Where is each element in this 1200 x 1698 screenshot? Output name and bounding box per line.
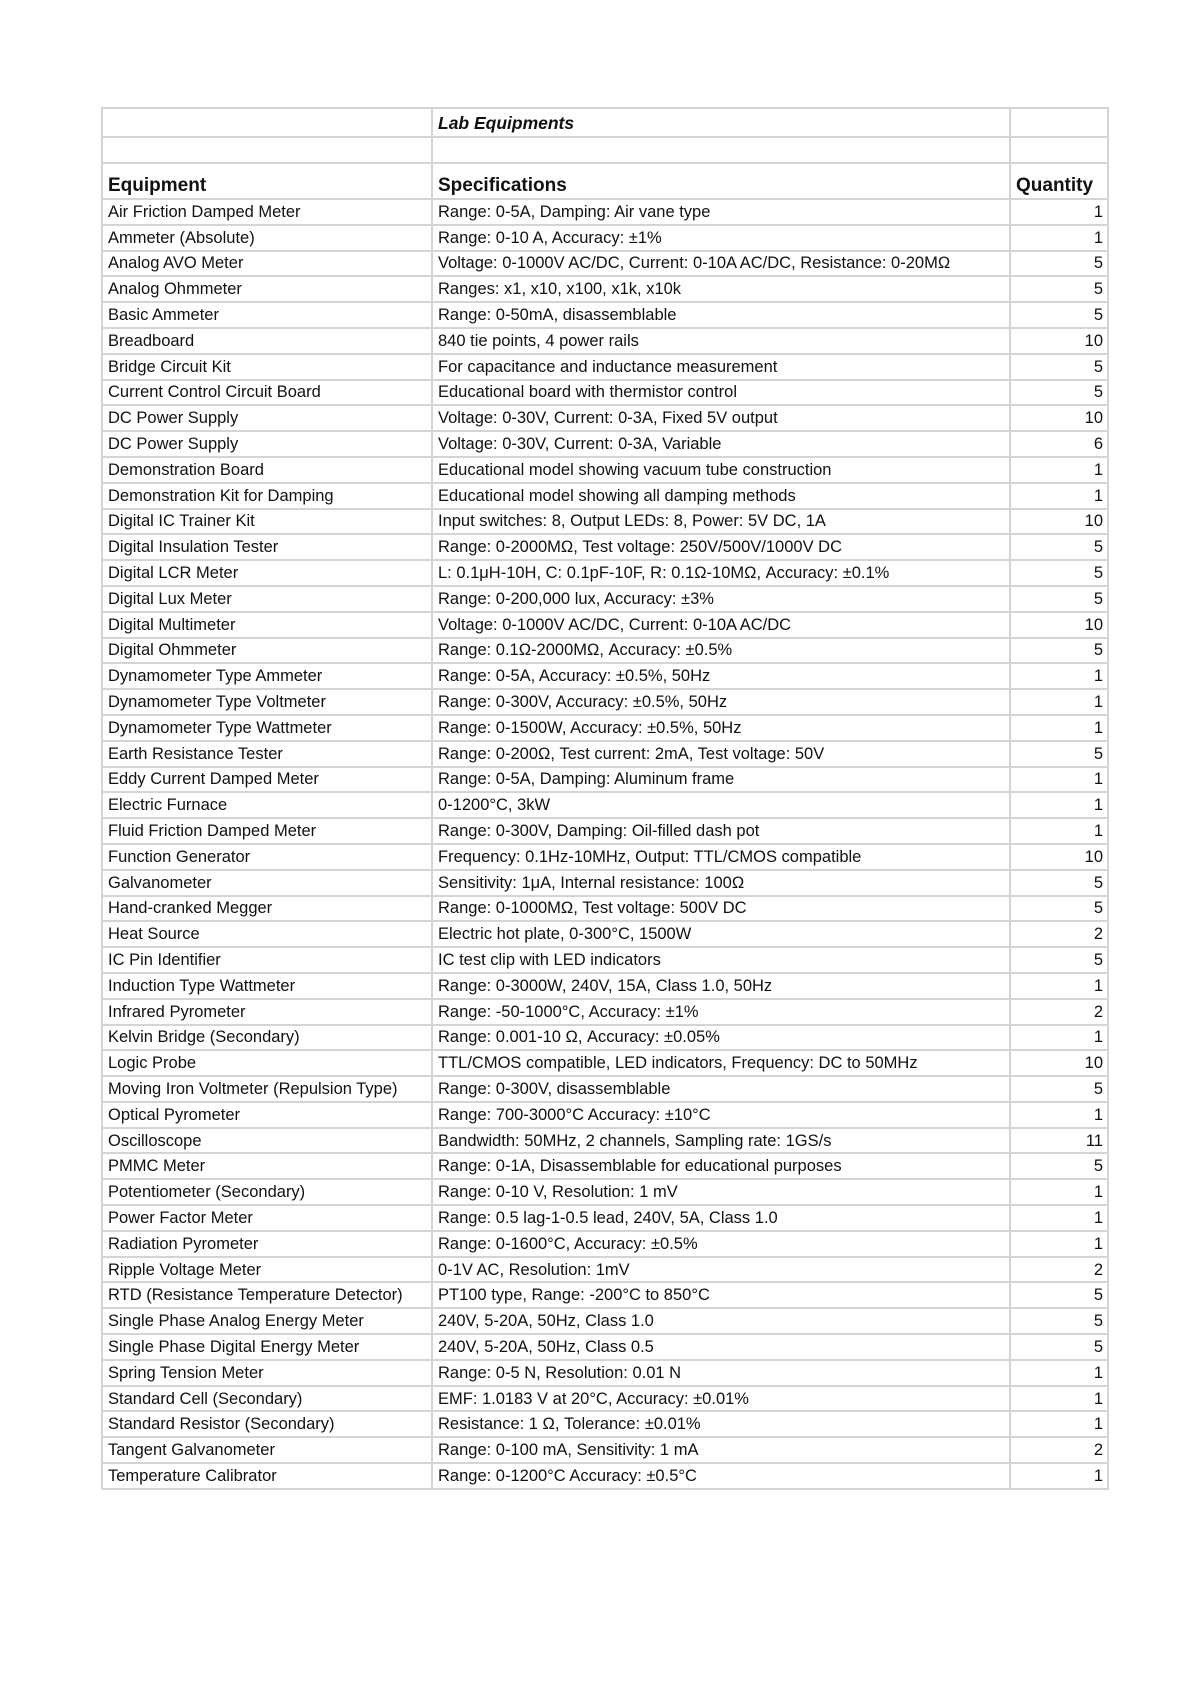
specifications-cell: Range: 0-300V, Damping: Oil-filled dash pot: [432, 818, 1010, 844]
quantity-cell: 11: [1010, 1128, 1108, 1154]
specifications-cell: For capacitance and inductance measurement: [432, 354, 1010, 380]
equipment-cell: Moving Iron Voltmeter (Repulsion Type): [102, 1076, 432, 1102]
equipment-cell: Power Factor Meter: [102, 1205, 432, 1231]
equipment-cell: Kelvin Bridge (Secondary): [102, 1025, 432, 1051]
specifications-cell: PT100 type, Range: -200°C to 850°C: [432, 1282, 1010, 1308]
equipment-cell: Infrared Pyrometer: [102, 999, 432, 1025]
quantity-cell: 1: [1010, 663, 1108, 689]
specifications-cell: Voltage: 0-30V, Current: 0-3A, Variable: [432, 431, 1010, 457]
equipment-cell: Hand-cranked Megger: [102, 896, 432, 922]
specifications-cell: Range: 0-1000MΩ, Test voltage: 500V DC: [432, 896, 1010, 922]
quantity-cell: 5: [1010, 1076, 1108, 1102]
quantity-cell: 5: [1010, 251, 1108, 277]
quantity-cell: 1: [1010, 483, 1108, 509]
quantity-cell: 5: [1010, 870, 1108, 896]
table-row: [102, 380, 1108, 406]
specifications-cell: Range: 0-1600°C, Accuracy: ±0.5%: [432, 1231, 1010, 1257]
specifications-cell: 0-1V AC, Resolution: 1mV: [432, 1257, 1010, 1283]
quantity-cell: 2: [1010, 999, 1108, 1025]
blank-cell: [102, 137, 432, 163]
quantity-cell: 5: [1010, 560, 1108, 586]
table-row: [102, 767, 1108, 793]
equipment-cell: Optical Pyrometer: [102, 1102, 432, 1128]
equipment-cell: DC Power Supply: [102, 405, 432, 431]
specifications-cell: Range: -50-1000°C, Accuracy: ±1%: [432, 999, 1010, 1025]
equipment-cell: Digital IC Trainer Kit: [102, 509, 432, 535]
table-row: [102, 457, 1108, 483]
quantity-cell: 10: [1010, 844, 1108, 870]
specifications-cell: Range: 0-300V, disassemblable: [432, 1076, 1010, 1102]
specifications-cell: Range: 0-1200°C Accuracy: ±0.5°C: [432, 1463, 1010, 1489]
table-row: [102, 1153, 1108, 1179]
title-row: [102, 108, 1108, 137]
equipment-cell: Dynamometer Type Wattmeter: [102, 715, 432, 741]
quantity-cell: 5: [1010, 276, 1108, 302]
equipment-cell: Analog AVO Meter: [102, 251, 432, 277]
table-row: [102, 1128, 1108, 1154]
table-row: [102, 947, 1108, 973]
specifications-cell: Range: 0-10 V, Resolution: 1 mV: [432, 1179, 1010, 1205]
table-row: [102, 689, 1108, 715]
specifications-cell: Range: 0-10 A, Accuracy: ±1%: [432, 225, 1010, 251]
quantity-cell: 1: [1010, 225, 1108, 251]
table-title: Lab Equipments: [432, 108, 1010, 137]
table-row: [102, 354, 1108, 380]
specifications-cell: 240V, 5-20A, 50Hz, Class 1.0: [432, 1308, 1010, 1334]
quantity-cell: 1: [1010, 1205, 1108, 1231]
table-row: [102, 1231, 1108, 1257]
equipment-cell: Galvanometer: [102, 870, 432, 896]
quantity-cell: 1: [1010, 973, 1108, 999]
table-row: [102, 638, 1108, 664]
table-row: [102, 999, 1108, 1025]
table-row: [102, 509, 1108, 535]
specifications-cell: Range: 0-5A, Accuracy: ±0.5%, 50Hz: [432, 663, 1010, 689]
quantity-cell: 10: [1010, 405, 1108, 431]
specifications-cell: Voltage: 0-1000V AC/DC, Current: 0-10A AC/DC: [432, 612, 1010, 638]
table-row: [102, 921, 1108, 947]
header-row: [102, 163, 1108, 199]
table-row: [102, 663, 1108, 689]
equipment-cell: Demonstration Board: [102, 457, 432, 483]
equipment-cell: Tangent Galvanometer: [102, 1437, 432, 1463]
specifications-cell: Range: 0-2000MΩ, Test voltage: 250V/500V/1000V DC: [432, 534, 1010, 560]
equipment-cell: PMMC Meter: [102, 1153, 432, 1179]
blank-cell: [432, 137, 1010, 163]
quantity-cell: 1: [1010, 715, 1108, 741]
specifications-cell: Range: 0-1A, Disassemblable for educational purposes: [432, 1153, 1010, 1179]
equipment-cell: Current Control Circuit Board: [102, 380, 432, 406]
table-row: [102, 1463, 1108, 1489]
specifications-cell: Range: 0-5A, Damping: Aluminum frame: [432, 767, 1010, 793]
table-body: [102, 108, 1108, 1489]
blank-row: [102, 137, 1108, 163]
quantity-cell: 1: [1010, 689, 1108, 715]
equipment-cell: Digital Multimeter: [102, 612, 432, 638]
equipment-cell: Breadboard: [102, 328, 432, 354]
quantity-cell: 10: [1010, 328, 1108, 354]
equipment-cell: Temperature Calibrator: [102, 1463, 432, 1489]
table-row: [102, 1050, 1108, 1076]
specifications-cell: Range: 0.001-10 Ω, Accuracy: ±0.05%: [432, 1025, 1010, 1051]
quantity-cell: 2: [1010, 921, 1108, 947]
table-row: [102, 792, 1108, 818]
table-row: [102, 534, 1108, 560]
quantity-cell: 5: [1010, 1334, 1108, 1360]
quantity-cell: 1: [1010, 1102, 1108, 1128]
quantity-cell: 2: [1010, 1437, 1108, 1463]
quantity-cell: 1: [1010, 1411, 1108, 1437]
specifications-cell: Range: 0-1500W, Accuracy: ±0.5%, 50Hz: [432, 715, 1010, 741]
equipment-cell: Oscilloscope: [102, 1128, 432, 1154]
table-row: [102, 586, 1108, 612]
equipment-cell: IC Pin Identifier: [102, 947, 432, 973]
specifications-cell: Range: 0-100 mA, Sensitivity: 1 mA: [432, 1437, 1010, 1463]
equipment-cell: Digital Lux Meter: [102, 586, 432, 612]
equipment-cell: Ripple Voltage Meter: [102, 1257, 432, 1283]
quantity-cell: 5: [1010, 586, 1108, 612]
equipment-cell: Potentiometer (Secondary): [102, 1179, 432, 1205]
table-row: [102, 328, 1108, 354]
specifications-cell: Range: 700-3000°C Accuracy: ±10°C: [432, 1102, 1010, 1128]
quantity-cell: 1: [1010, 1231, 1108, 1257]
quantity-cell: 5: [1010, 1308, 1108, 1334]
table-row: [102, 1308, 1108, 1334]
specifications-cell: Input switches: 8, Output LEDs: 8, Power: 5V DC, 1A: [432, 509, 1010, 535]
equipment-cell: Air Friction Damped Meter: [102, 199, 432, 225]
table-row: [102, 973, 1108, 999]
table-row: [102, 251, 1108, 277]
specifications-cell: Voltage: 0-30V, Current: 0-3A, Fixed 5V output: [432, 405, 1010, 431]
quantity-cell: 1: [1010, 1025, 1108, 1051]
specifications-cell: 840 tie points, 4 power rails: [432, 328, 1010, 354]
table-row: [102, 741, 1108, 767]
quantity-cell: 5: [1010, 896, 1108, 922]
header-equipment: Equipment: [102, 163, 432, 199]
quantity-cell: 1: [1010, 1360, 1108, 1386]
table-row: [102, 483, 1108, 509]
specifications-cell: Range: 0.5 lag-1-0.5 lead, 240V, 5A, Class 1.0: [432, 1205, 1010, 1231]
quantity-cell: 10: [1010, 509, 1108, 535]
specifications-cell: Educational model showing all damping methods: [432, 483, 1010, 509]
quantity-cell: 1: [1010, 792, 1108, 818]
quantity-cell: 10: [1010, 1050, 1108, 1076]
specifications-cell: TTL/CMOS compatible, LED indicators, Frequency: DC to 50MHz: [432, 1050, 1010, 1076]
specifications-cell: Range: 0-200,000 lux, Accuracy: ±3%: [432, 586, 1010, 612]
table-row: [102, 405, 1108, 431]
quantity-cell: 5: [1010, 380, 1108, 406]
equipment-cell: Logic Probe: [102, 1050, 432, 1076]
specifications-cell: Bandwidth: 50MHz, 2 channels, Sampling rate: 1GS/s: [432, 1128, 1010, 1154]
table-row: [102, 276, 1108, 302]
specifications-cell: Range: 0-300V, Accuracy: ±0.5%, 50Hz: [432, 689, 1010, 715]
equipment-cell: Heat Source: [102, 921, 432, 947]
equipment-cell: Digital Ohmmeter: [102, 638, 432, 664]
quantity-cell: 5: [1010, 638, 1108, 664]
header-quantity: Quantity: [1010, 163, 1108, 199]
header-specifications: Specifications: [432, 163, 1010, 199]
equipment-cell: Single Phase Digital Energy Meter: [102, 1334, 432, 1360]
equipment-cell: Digital Insulation Tester: [102, 534, 432, 560]
table-row: [102, 896, 1108, 922]
table-row: [102, 199, 1108, 225]
equipment-cell: Digital LCR Meter: [102, 560, 432, 586]
equipment-cell: Bridge Circuit Kit: [102, 354, 432, 380]
table-row: [102, 844, 1108, 870]
table-row: [102, 1282, 1108, 1308]
quantity-cell: 6: [1010, 431, 1108, 457]
table-row: [102, 1179, 1108, 1205]
quantity-cell: 5: [1010, 1153, 1108, 1179]
table-row: [102, 1076, 1108, 1102]
equipment-cell: RTD (Resistance Temperature Detector): [102, 1282, 432, 1308]
equipment-cell: Radiation Pyrometer: [102, 1231, 432, 1257]
quantity-cell: 1: [1010, 457, 1108, 483]
table-row: [102, 1257, 1108, 1283]
table-row: [102, 818, 1108, 844]
quantity-cell: 1: [1010, 818, 1108, 844]
table-row: [102, 1437, 1108, 1463]
equipment-table: [101, 107, 1109, 1490]
quantity-cell: 5: [1010, 302, 1108, 328]
table-row: [102, 1386, 1108, 1412]
specifications-cell: Resistance: 1 Ω, Tolerance: ±0.01%: [432, 1411, 1010, 1437]
equipment-cell: Fluid Friction Damped Meter: [102, 818, 432, 844]
equipment-cell: Single Phase Analog Energy Meter: [102, 1308, 432, 1334]
quantity-cell: 1: [1010, 1386, 1108, 1412]
quantity-cell: 5: [1010, 1282, 1108, 1308]
specifications-cell: Frequency: 0.1Hz-10MHz, Output: TTL/CMOS compatible: [432, 844, 1010, 870]
equipment-cell: Dynamometer Type Ammeter: [102, 663, 432, 689]
quantity-cell: 5: [1010, 354, 1108, 380]
blank-cell: [1010, 137, 1108, 163]
specifications-cell: Educational board with thermistor control: [432, 380, 1010, 406]
equipment-cell: Induction Type Wattmeter: [102, 973, 432, 999]
quantity-cell: 5: [1010, 741, 1108, 767]
table-row: [102, 1205, 1108, 1231]
table-row: [102, 1360, 1108, 1386]
table-row: [102, 1334, 1108, 1360]
specifications-cell: EMF: 1.0183 V at 20°C, Accuracy: ±0.01%: [432, 1386, 1010, 1412]
quantity-cell: 1: [1010, 1463, 1108, 1489]
equipment-cell: Spring Tension Meter: [102, 1360, 432, 1386]
equipment-cell: Ammeter (Absolute): [102, 225, 432, 251]
specifications-cell: Voltage: 0-1000V AC/DC, Current: 0-10A AC/DC, Resistance: 0-20MΩ: [432, 251, 1010, 277]
equipment-cell: Function Generator: [102, 844, 432, 870]
equipment-cell: Analog Ohmmeter: [102, 276, 432, 302]
table-row: [102, 1411, 1108, 1437]
specifications-cell: IC test clip with LED indicators: [432, 947, 1010, 973]
specifications-cell: Ranges: x1, x10, x100, x1k, x10k: [432, 276, 1010, 302]
table-row: [102, 715, 1108, 741]
table-row: [102, 302, 1108, 328]
table-row: [102, 1102, 1108, 1128]
equipment-cell: Demonstration Kit for Damping: [102, 483, 432, 509]
specifications-cell: 0-1200°C, 3kW: [432, 792, 1010, 818]
quantity-cell: 2: [1010, 1257, 1108, 1283]
specifications-cell: Electric hot plate, 0-300°C, 1500W: [432, 921, 1010, 947]
specifications-cell: Range: 0-5 N, Resolution: 0.01 N: [432, 1360, 1010, 1386]
equipment-cell: Basic Ammeter: [102, 302, 432, 328]
specifications-cell: Range: 0-3000W, 240V, 15A, Class 1.0, 50Hz: [432, 973, 1010, 999]
specifications-cell: L: 0.1μH-10H, C: 0.1pF-10F, R: 0.1Ω-10MΩ, Accuracy: ±0.1%: [432, 560, 1010, 586]
quantity-cell: 5: [1010, 534, 1108, 560]
quantity-cell: 5: [1010, 947, 1108, 973]
specifications-cell: Range: 0-5A, Damping: Air vane type: [432, 199, 1010, 225]
table-row: [102, 431, 1108, 457]
equipment-cell: Eddy Current Damped Meter: [102, 767, 432, 793]
quantity-cell: 10: [1010, 612, 1108, 638]
quantity-cell: 1: [1010, 767, 1108, 793]
equipment-cell: DC Power Supply: [102, 431, 432, 457]
quantity-cell: 1: [1010, 1179, 1108, 1205]
table-row: [102, 1025, 1108, 1051]
equipment-cell: Dynamometer Type Voltmeter: [102, 689, 432, 715]
specifications-cell: 240V, 5-20A, 50Hz, Class 0.5: [432, 1334, 1010, 1360]
equipment-cell: Standard Cell (Secondary): [102, 1386, 432, 1412]
table-row: [102, 560, 1108, 586]
equipment-cell: Earth Resistance Tester: [102, 741, 432, 767]
specifications-cell: Range: 0-50mA, disassemblable: [432, 302, 1010, 328]
table-row: [102, 612, 1108, 638]
table-row: [102, 870, 1108, 896]
specifications-cell: Sensitivity: 1μA, Internal resistance: 100Ω: [432, 870, 1010, 896]
table-row: [102, 225, 1108, 251]
equipment-cell: Standard Resistor (Secondary): [102, 1411, 432, 1437]
quantity-cell: 1: [1010, 199, 1108, 225]
specifications-cell: Range: 0.1Ω-2000MΩ, Accuracy: ±0.5%: [432, 638, 1010, 664]
title-empty-cell: [102, 108, 432, 137]
specifications-cell: Educational model showing vacuum tube construction: [432, 457, 1010, 483]
equipment-cell: Electric Furnace: [102, 792, 432, 818]
specifications-cell: Range: 0-200Ω, Test current: 2mA, Test voltage: 50V: [432, 741, 1010, 767]
title-empty-cell: [1010, 108, 1108, 137]
